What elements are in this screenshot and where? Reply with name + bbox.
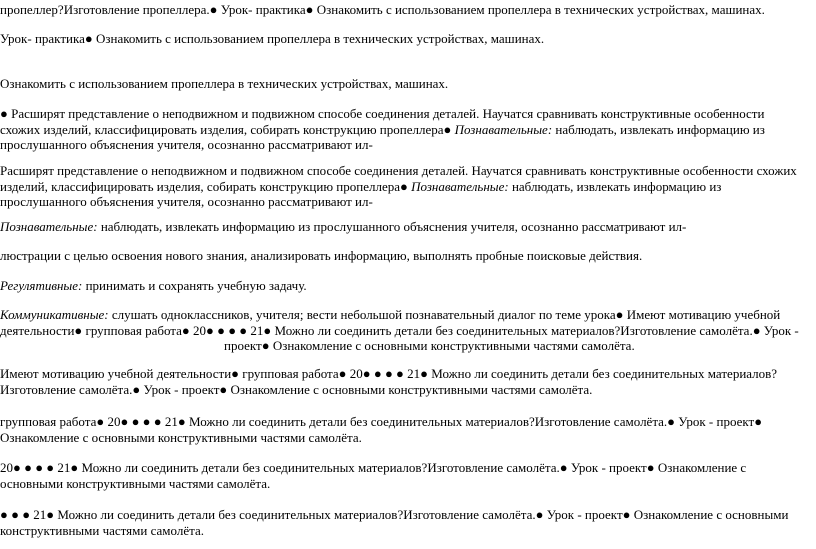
line-7-text: люстрации с целью освоения нового знания, анализировать информацию, выполнять пробные поисковые действия. [0, 248, 643, 263]
paragraph-5-text: Расширят представление о неподвижном и подвижном способе соединения деталей. Научатся сравнивать конструктивные особенности схожих изделий, классифицировать изделия, собирать конструкцию пропеллера● [0, 163, 797, 194]
text-paragraph-13 [0, 507, 806, 538]
line-6-label: Познавательные: [0, 219, 98, 234]
line-2-text: Урок- практика● Ознакомить с использованием пропеллера в технических устройствах, машинах. [0, 31, 545, 46]
paragraph-9-continued-text: проект● Ознакомление с основными конструктивными частями самолёта. [224, 338, 635, 353]
text-line-7 [0, 248, 806, 264]
paragraph-4-text: ● Расширят представление о неподвижном и подвижном способе соединения деталей. Научатся сравнивать конструктивные особенности схожих изделий, классифицировать изделия, собирать конструкцию пропеллера● [0, 106, 765, 137]
text-paragraph-11 [0, 414, 806, 445]
text-paragraph-9 [0, 307, 806, 338]
line-8-text: принимать и сохранять учебную задачу. [85, 278, 307, 293]
text-paragraph-12 [0, 460, 806, 491]
paragraph-9-label: Коммуникативные: [0, 307, 109, 322]
text-line-3 [0, 76, 806, 92]
text-paragraph-4 [0, 106, 806, 153]
text-paragraph-10 [0, 366, 806, 397]
text-paragraph-9-continued [0, 338, 816, 354]
text-line-1 [0, 2, 806, 18]
line-1-text: пропеллер?Изготовление пропеллера.● Урок- практика● Ознакомить с использованием пропеллера в технических устройствах, машинах. [0, 2, 765, 17]
line-6-text: наблюдать, извлекать информацию из прослушанного объяснения учителя, осознанно рассматривают ил- [100, 219, 687, 234]
text-line-6 [0, 219, 806, 235]
paragraph-4-label: Познавательные: [454, 121, 553, 137]
text-line-2 [0, 31, 806, 47]
paragraph-4-tail: наблюдать, извлекать информацию из прослушанного объяснения учителя, осознанно рассматривают ил- [0, 121, 765, 153]
paragraph-5-tail: наблюдать, извлекать информацию из прослушанного объяснения учителя, осознанно рассматривают ил- [0, 178, 722, 210]
paragraph-5-label: Познавательные: [411, 178, 509, 194]
paragraph-13-text: ● ● ● 21● Можно ли соединить детали без соединительных материалов?Изготовление самолёта.● Урок - проект● Ознакомление с основными конструктивными частями самолёта. [0, 507, 789, 538]
paragraph-12-text: 20● ● ● ● 21● Можно ли соединить детали без соединительных материалов?Изготовление самолёта.● Урок - проект● Ознакомление с основными конструктивными частями самолёта. [0, 460, 747, 491]
text-line-8 [0, 278, 806, 294]
paragraph-11-text: групповая работа● 20● ● ● ● 21● Можно ли соединить детали без соединительных материалов?Изготовление самолёта.● Урок - проект● Ознакомление с основными конструктивными частями самолёта. [0, 414, 763, 445]
line-3-text: Ознакомить с использованием пропеллера в технических устройствах, машинах. [0, 76, 449, 91]
line-8-label: Регулятивные: [0, 278, 83, 293]
paragraph-9-text: слушать одноклассников, учителя; вести небольшой познавательный диалог по теме урока● Имеют мотивацию учебной деятельности● групповая работа● 20● ● ● ● 21● Можно ли соединить детали без соединительных материалов?Изготовление самолёта.● Урок - [0, 307, 799, 338]
text-paragraph-5 [0, 163, 806, 210]
paragraph-10-text: Имеют мотивацию учебной деятельности● групповая работа● 20● ● ● ● 21● Можно ли соединить детали без соединительных материалов?Изготовление самолёта.● Урок - проект● Ознакомление с основными конструктивными частями самолёта. [0, 366, 778, 397]
